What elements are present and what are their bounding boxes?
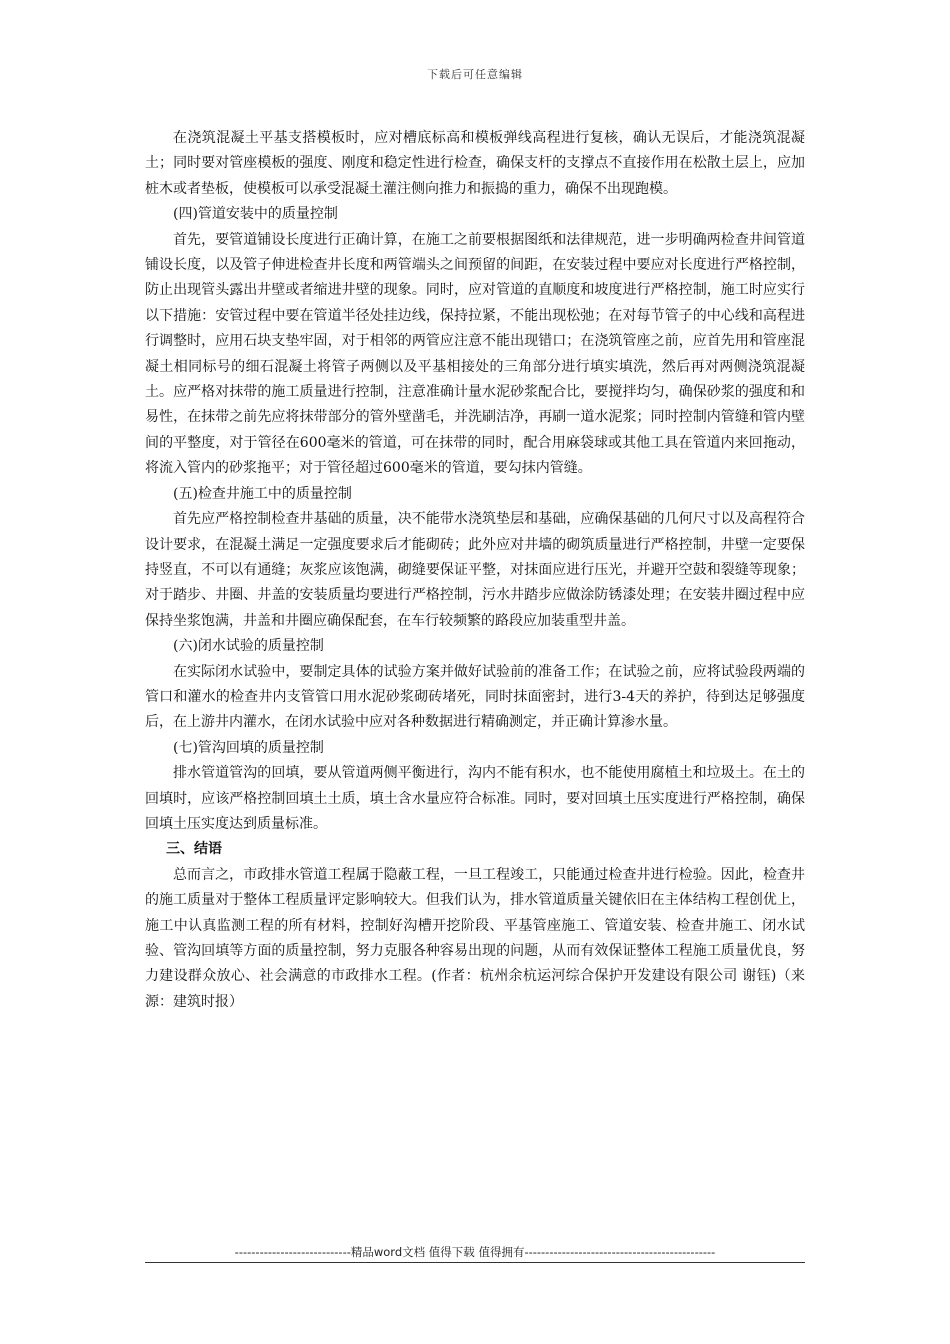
page-header: 下载后可任意编辑 (427, 68, 523, 81)
paragraph-trench-backfill: 排水管道管沟的回填，要从管道两侧平衡进行，沟内不能有积水，也不能使用腐植土和垃圾土。在土的回填时，应该严格控制回填土土质，填土含水量应符合标准。同时，要对回填土压实度进行严格控制，确保回填土压实度达到质量标准。 (145, 765, 805, 832)
page-footer: ----------------------------精品word文档 值得下载 值得拥有---------------------------------------------- (234, 1245, 716, 1259)
paragraph-pipe-installation: 首先，要管道铺设长度进行正确计算，在施工之前要根据图纸和法律规范，进一步明确两检查井间管道铺设长度，以及管子伸进检查井长度和两管端头之间预留的间距，在安装过程中要应对长度进行严格控制，防止出现管头露出井壁或者缩进井壁的现象。同时，应对管道的直顺度和坡度进行严格控制，施工时应实行以下措施：安管过程中要在管道半径处挂边线，保持拉紧，不能出现松弛；在对每节管子的中心线和高程进行调整时，应用石块支垫牢固，对于相邻的两管应注意不能出现错口；在浇筑管座之前，应首先用和管座混凝土相同标号的细石混凝土将管子两侧以及平基相接处的三角部分进行填实填洗，然后再对两侧浇筑混凝土。应严格对抹带的施工质量进行控制，注意准确计量水泥砂浆配合比，要搅拌均匀，确保砂浆的强度和和易性，在抹带之前先应将抹带部分的管外壁凿毛，并洗刷洁净，再刷一道水泥浆；同时控制内管缝和管内壁间的平整度，对于管径在600毫米的管道，可在抹带的同时，配合用麻袋球或其他工具在管道内来回拖动，将流入管内的砂浆拖平；对于管径超过600毫米的管道，要勾抹内管缝。 (145, 231, 805, 477)
heading-inspection-well: (五)检查井施工中的质量控制 (173, 485, 352, 502)
footer-rule (145, 1262, 805, 1263)
heading-closed-water-test: (六)闭水试验的质量控制 (173, 638, 324, 655)
paragraph-closed-water-test: 在实际闭水试验中，要制定具体的试验方案并做好试验前的准备工作；在试验之前，应将试验段两端的管口和灌水的检查井内支管管口用水泥砂浆砌砖堵死，同时抹面密封，进行3-4天的养护，待到达足够强度后，在上游井内灌水，在闭水试验中应对各种数据进行精确测定，并正确计算渗水量。 (145, 663, 805, 731)
heading-pipe-installation: (四)管道安装中的质量控制 (173, 206, 338, 223)
paragraph-conclusion: 总而言之，市政排水管道工程属于隐蔽工程，一旦工程竣工，只能通过检查井进行检验。因此，检查井的施工质量对于整体工程质量评定影响较大。但我们认为，排水管道质量关键依旧在主体结构工程创优上，施工中认真监测工程的所有材料，控制好沟槽开挖阶段、平基管座施工、管道安装、检查井施工、闭水试验、管沟回填等方面的质量控制，努力克服各种容易出现的问题，从而有效保证整体工程施工质量优良，努力建设群众放心、社会满意的市政排水工程。(作者：杭州余杭运河综合保护开发建设有限公司 谢钰)（来源：建筑时报） (145, 866, 805, 1010)
heading-conclusion: 三、结语 (166, 841, 222, 858)
document-body (145, 126, 805, 1015)
paragraph-formwork: 在浇筑混凝土平基支搭模板时，应对槽底标高和模板弹线高程进行复核，确认无误后，才能浇筑混凝土；同时要对管座模板的强度、刚度和稳定性进行检查，确保支杆的支撑点不直接作用在松散土层上，应加桩木或者垫板，使模板可以承受混凝土灌注侧向推力和振捣的重力，确保不出现跑模。 (145, 130, 805, 197)
paragraph-inspection-well: 首先应严格控制检查井基础的质量，决不能带水浇筑垫层和基础，应确保基础的几何尺寸以及高程符合设计要求，在混凝土满足一定强度要求后才能砌砖；此外应对井墙的砌筑质量进行严格控制，井壁一定要保持竖直，不可以有通缝；灰浆应该饱满，砌缝要保证平整，对抹面应进行压光，并避开空鼓和裂缝等现象；对于踏步、井圈、井盖的安装质量均要进行严格控制，污水井踏步应做涂防锈漆处理；在安装井圈过程中应保持坐浆饱满，井盖和井圈应确保配套，在车行较频繁的路段应加装重型井盖。 (145, 511, 805, 629)
heading-trench-backfill: (七)管沟回填的质量控制 (173, 739, 324, 756)
